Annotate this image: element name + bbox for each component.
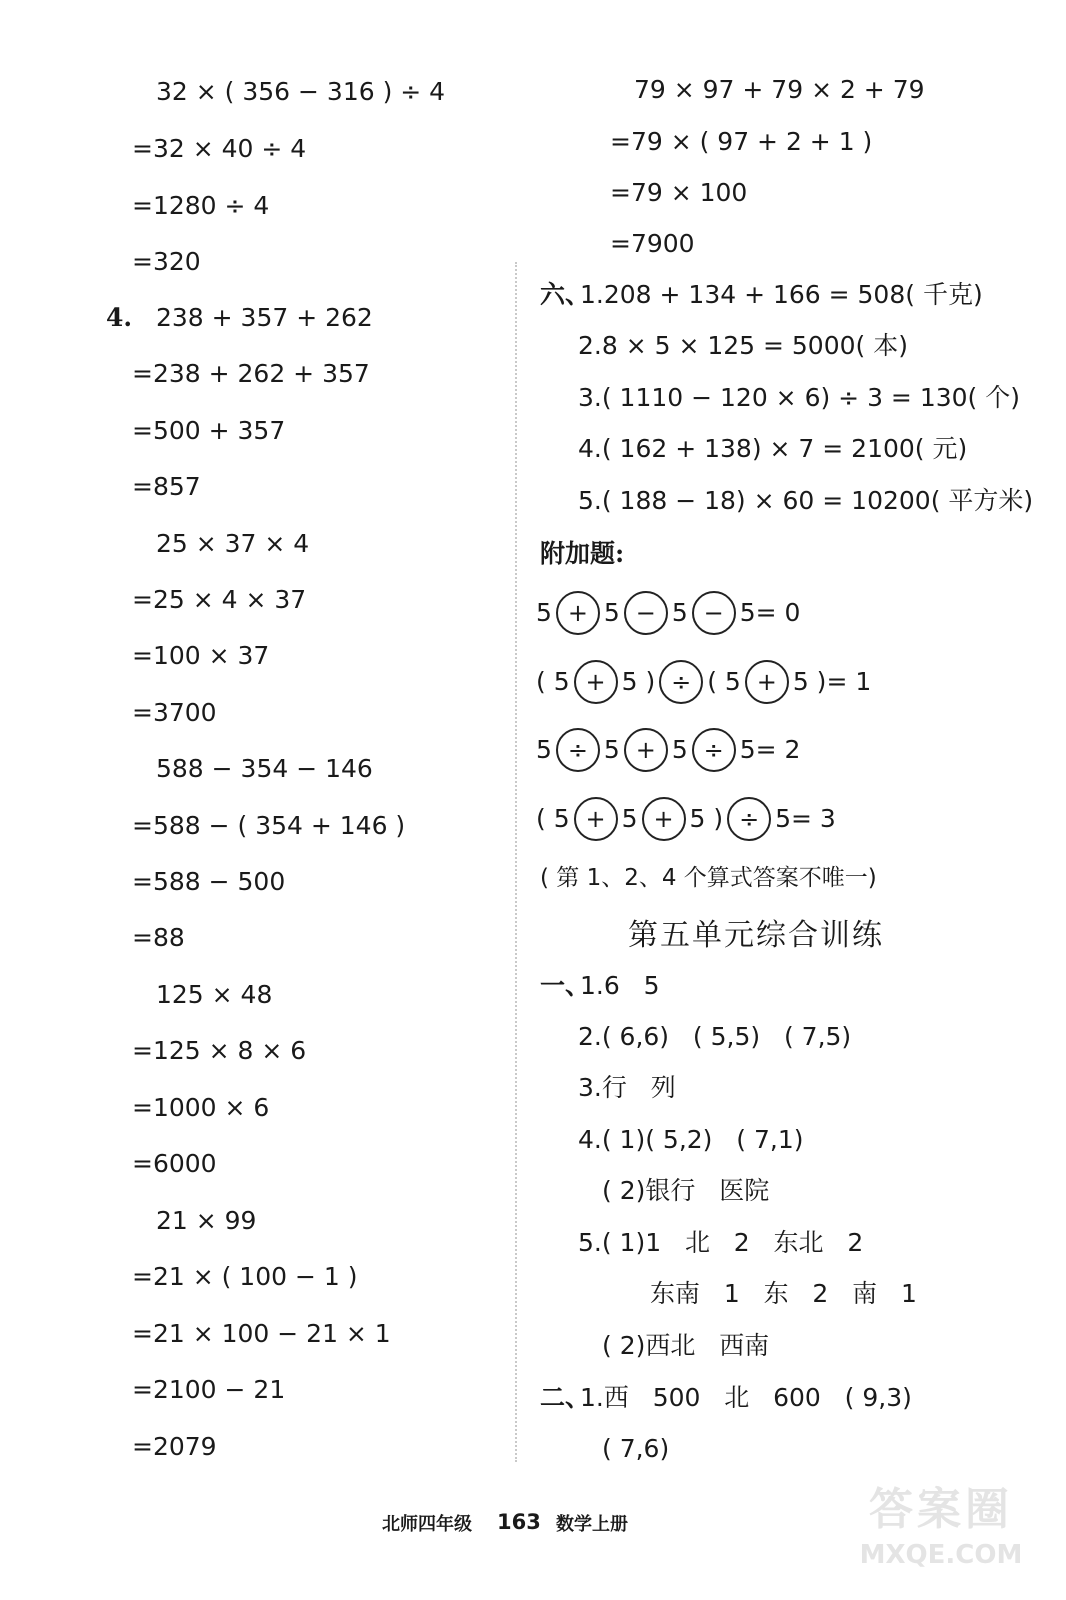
- operator-circle: −: [624, 591, 668, 635]
- left-line-1: 32 × ( 356 − 316 ) ÷ 4: [156, 77, 446, 106]
- bonus-equation-1: 5 + 5 − 5 − 5= 0: [536, 588, 800, 636]
- left-line-17: 125 × 48: [156, 980, 273, 1009]
- left-line-6: =238 + 262 + 357: [132, 359, 370, 388]
- left-line-23: =21 × 100 − 21 × 1: [132, 1319, 391, 1348]
- section-1-item-8: ( 2)西北 西南: [602, 1331, 770, 1360]
- section-2-item-1: 1.西 500 北 600 ( 9,3): [580, 1383, 912, 1412]
- right-line-3: =79 × 100: [610, 178, 748, 207]
- left-line-10: =25 × 4 × 37: [132, 585, 307, 614]
- right-line-1: 79 × 97 + 79 × 2 + 79: [634, 75, 925, 104]
- operator-circle: ÷: [727, 797, 771, 841]
- watermark-url: MXQE.COM: [859, 1540, 1023, 1570]
- left-line-2: =32 × 40 ÷ 4: [132, 134, 307, 163]
- section-1-item-4: 4.( 1)( 5,2) ( 7,1): [578, 1125, 804, 1154]
- section-6-item-4: 4.( 162 + 138) × 7 = 2100( 元): [578, 434, 968, 463]
- left-line-18: =125 × 8 × 6: [132, 1036, 307, 1065]
- bonus-note: ( 第 1、2、4 个算式答案不唯一): [540, 865, 877, 891]
- column-divider: [515, 262, 517, 1462]
- left-line-15: =588 − 500: [132, 867, 286, 896]
- operator-circle: ÷: [556, 728, 600, 772]
- operator-circle: +: [574, 797, 618, 841]
- operator-circle: +: [624, 728, 668, 772]
- left-line-5: 238 + 357 + 262: [156, 303, 373, 332]
- operator-circle: +: [574, 660, 618, 704]
- section-1-prefix: 一、: [540, 971, 591, 1000]
- left-line-7: =500 + 357: [132, 416, 286, 445]
- equation-result: = 0: [755, 598, 801, 627]
- operator-circle: ÷: [692, 728, 736, 772]
- section-6-item-3: 3.( 1110 − 120 × 6) ÷ 3 = 130( 个): [578, 383, 1020, 412]
- operator-circle: +: [556, 591, 600, 635]
- left-line-12: =3700: [132, 698, 217, 727]
- bonus-equation-2: ( 5 + 5 ) ÷ ( 5 + 5 )= 1: [536, 657, 871, 705]
- section-6-prefix: 六、: [540, 280, 591, 309]
- left-line-19: =1000 × 6: [132, 1093, 270, 1122]
- section-2-item-2: ( 7,6): [602, 1434, 670, 1463]
- section-2-prefix: 二、: [540, 1383, 591, 1412]
- section-1-item-1: 1.6 5: [580, 971, 660, 1000]
- unit-title: 第五单元综合训练: [628, 918, 884, 953]
- left-line-20: =6000: [132, 1149, 217, 1178]
- left-line-8: =857: [132, 472, 201, 501]
- left-line-16: =88: [132, 923, 185, 952]
- page-number: 163: [497, 1510, 541, 1534]
- operator-circle: +: [642, 797, 686, 841]
- equation-result: = 1: [826, 667, 872, 696]
- footer-subject: 数学上册: [556, 1514, 628, 1535]
- footer-grade: 北师四年级: [382, 1514, 472, 1535]
- left-line-22: =21 × ( 100 − 1 ): [132, 1262, 358, 1291]
- section-1-item-5: ( 2)银行 医院: [602, 1176, 770, 1205]
- section-6-item-1: 1.208 + 134 + 166 = 508( 千克): [580, 280, 983, 309]
- section-1-item-7: 东南 1 东 2 南 1: [650, 1279, 917, 1308]
- bonus-title: 附加题:: [540, 539, 625, 568]
- left-line-3: =1280 ÷ 4: [132, 191, 270, 220]
- bonus-equation-3: 5 ÷ 5 + 5 ÷ 5= 2: [536, 725, 800, 773]
- section-1-item-3: 3.行 列: [578, 1073, 676, 1102]
- right-line-2: =79 × ( 97 + 2 + 1 ): [610, 127, 873, 156]
- operator-circle: +: [745, 660, 789, 704]
- left-line-24: =2100 − 21: [132, 1375, 286, 1404]
- equation-result: = 3: [791, 804, 836, 833]
- left-line-11: =100 × 37: [132, 641, 270, 670]
- section-6-item-2: 2.8 × 5 × 125 = 5000( 本): [578, 331, 908, 360]
- left-line-25: =2079: [132, 1432, 217, 1461]
- left-line-21: 21 × 99: [156, 1206, 257, 1235]
- right-line-4: =7900: [610, 229, 695, 258]
- left-line-13: 588 − 354 − 146: [156, 754, 373, 783]
- left-line-9: 25 × 37 × 4: [156, 529, 310, 558]
- operator-circle: −: [692, 591, 736, 635]
- left-line-14: =588 − ( 354 + 146 ): [132, 811, 406, 840]
- section-1-item-6: 5.( 1)1 北 2 东北 2: [578, 1228, 864, 1257]
- watermark: [836, 1480, 1046, 1590]
- section-1-item-2: 2.( 6,6) ( 5,5) ( 7,5): [578, 1022, 852, 1051]
- equation-result: = 2: [755, 735, 801, 764]
- question-4-number: 4.: [106, 303, 133, 332]
- bonus-equation-4: ( 5 + 5 + 5 ) ÷ 5= 3: [536, 794, 836, 842]
- section-6-item-5: 5.( 188 − 18) × 60 = 10200( 平方米): [578, 486, 1034, 515]
- operator-circle: ÷: [659, 660, 703, 704]
- watermark-logo-text: 答案圈: [869, 1484, 1013, 1535]
- left-line-4: =320: [132, 247, 201, 276]
